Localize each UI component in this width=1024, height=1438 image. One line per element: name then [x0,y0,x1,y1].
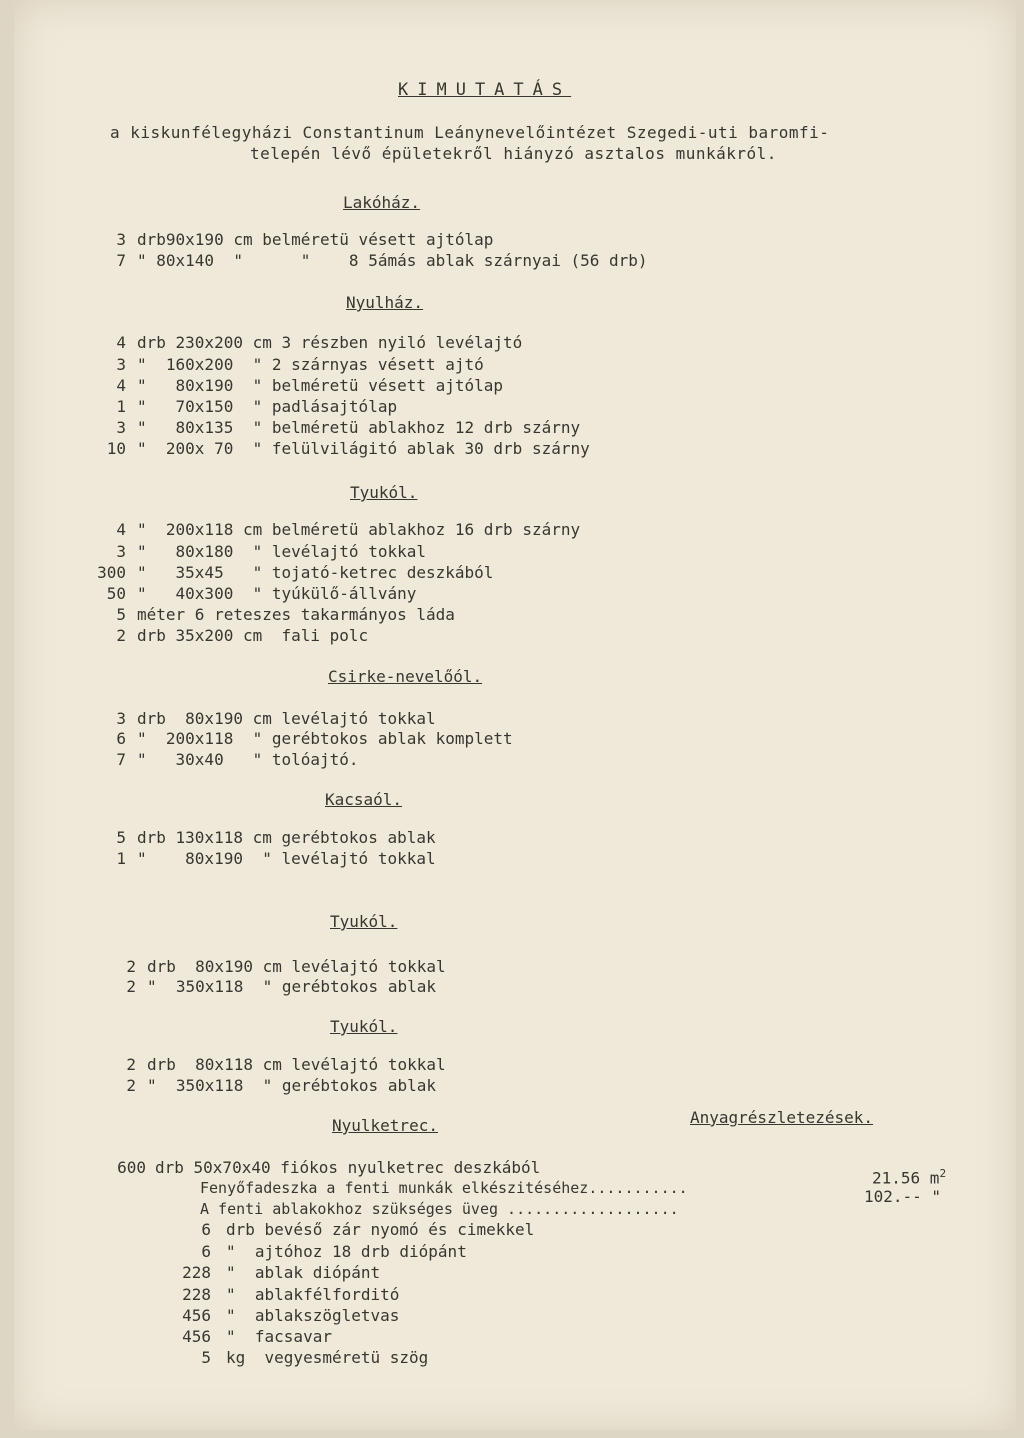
material-line-lumber: Fenyőfadeszka a fenti munkák elkészitéséhez........... [200,1179,688,1197]
item-text: " 80x190 " levélajtó tokkal [137,849,436,868]
item-text: méter 6 reteszes takarmányos láda [137,605,455,624]
material-line-glass: A fenti ablakokhoz szükséges üveg ................... [200,1200,679,1218]
item-qty: 2 [126,977,136,996]
document-title: KIMUTATÁS [398,80,572,100]
item-qty: 4 [116,376,126,395]
item-text: " 200x 70 " felülvilágitó ablak 30 drb szárny [137,439,590,458]
item-qty: 1 [116,849,126,868]
item-text: " 35x45 " tojató-ketrec deszkából [137,563,494,582]
material-glass-value: 102.-- " [864,1187,942,1206]
material-qty: 6 [201,1220,211,1239]
material-qty: 456 [182,1306,211,1325]
item-qty: 6 [116,729,126,748]
item-qty: 2 [126,1076,136,1095]
item-qty: 300 [97,563,126,582]
material-qty: 5 [201,1348,211,1367]
item-qty: 2 [126,957,136,976]
material-text: drb bevéső zár nyomó és cimekkel [226,1220,535,1239]
section-heading-tyukol: Tyukól. [330,912,398,931]
lumber-unit-sup: 2 [939,1167,947,1180]
item-text: drb90x190 cm belméretü vésett ajtólap [137,230,494,249]
item-text: " 80x135 " belméretü ablakhoz 12 drb szárny [137,418,581,437]
item-qty: 3 [116,230,126,249]
material-qty: 456 [182,1327,211,1346]
material-text: " ajtóhoz 18 drb diópánt [226,1242,467,1261]
item-text: " 70x150 " padlásajtólap [137,397,398,416]
section-heading-nyulhaz: Nyulház. [346,293,424,312]
item-qty: 4 [116,520,126,539]
material-qty: 228 [182,1263,211,1282]
material-text: kg vegyesméretü szög [226,1348,429,1367]
section-heading-nyulketrec: Nyulketrec. [332,1116,438,1135]
item-qty: 600 [117,1158,146,1177]
subtitle-line-1: a kiskunfélegyházi Constantinum Leánynevelőintézet Szegedi-uti baromfi- [110,123,830,142]
section-heading-lakohaz: Lakóház. [343,193,421,212]
item-qty: 3 [116,709,126,728]
item-text: " 200x118 " gerébtokos ablak komplett [137,729,513,748]
item-qty: 5 [116,605,126,624]
item-text: " 350x118 " gerébtokos ablak [147,1076,436,1095]
material-text: " ablak diópánt [226,1263,381,1282]
section-heading-tyukol: Tyukól. [350,483,418,502]
material-text: " ablakszögletvas [226,1306,400,1325]
lumber-value-text: 21.56 m [872,1168,940,1188]
item-qty: 3 [116,355,126,374]
item-qty: 10 [106,439,126,458]
item-qty: 7 [116,750,126,769]
item-qty: 4 [116,333,126,352]
item-text: drb 50x70x40 fiókos nyulketrec deszkából [155,1158,541,1177]
item-qty: 7 [116,251,126,270]
section-heading-kacsaol: Kacsaól. [325,790,403,809]
material-qty: 6 [201,1242,211,1261]
item-qty: 5 [116,828,126,847]
item-qty: 50 [106,584,126,603]
item-text: " 80x140 " " 8 5ámás ablak szárnyai (56 drb) [137,251,648,270]
item-text: " 40x300 " tyúkülő-állvány [137,584,417,603]
item-qty: 1 [116,397,126,416]
item-text: " 30x40 " tolóajtó. [137,750,359,769]
item-text: " 200x118 cm belméretü ablakhoz 16 drb szárny [137,520,581,539]
item-text: " 350x118 " gerébtokos ablak [147,977,436,996]
item-text: drb 130x118 cm gerébtokos ablak [137,828,436,847]
item-text: " 160x200 " 2 szárnyas vésett ajtó [137,355,484,374]
item-qty: 2 [116,626,126,645]
item-qty: 3 [116,418,126,437]
item-text: drb 80x190 cm levélajtó tokkal [137,709,436,728]
section-heading-tyukol: Tyukól. [330,1017,398,1036]
material-qty: 228 [182,1285,211,1304]
item-text: " 80x190 " belméretü vésett ajtólap [137,376,504,395]
item-text: drb 35x200 cm fali polc [137,626,369,645]
material-text: " ablakfélforditó [226,1285,400,1304]
item-text: drb 230x200 cm 3 részben nyiló levélajtó [137,333,523,352]
item-text: drb 80x190 cm levélajtó tokkal [147,957,446,976]
materials-heading: Anyagrészletezések. [690,1108,874,1127]
item-qty: 3 [116,542,126,561]
item-text: " 80x180 " levélajtó tokkal [137,542,426,561]
material-lumber-value [872,1168,946,1186]
subtitle-line-2: telepén lévő épületekről hiányzó asztalos munkákról. [250,144,777,163]
section-heading-csirke: Csirke-nevelőól. [328,667,483,686]
item-text: drb 80x118 cm levélajtó tokkal [147,1055,446,1074]
material-text: " facsavar [226,1327,332,1346]
item-qty: 2 [126,1055,136,1074]
